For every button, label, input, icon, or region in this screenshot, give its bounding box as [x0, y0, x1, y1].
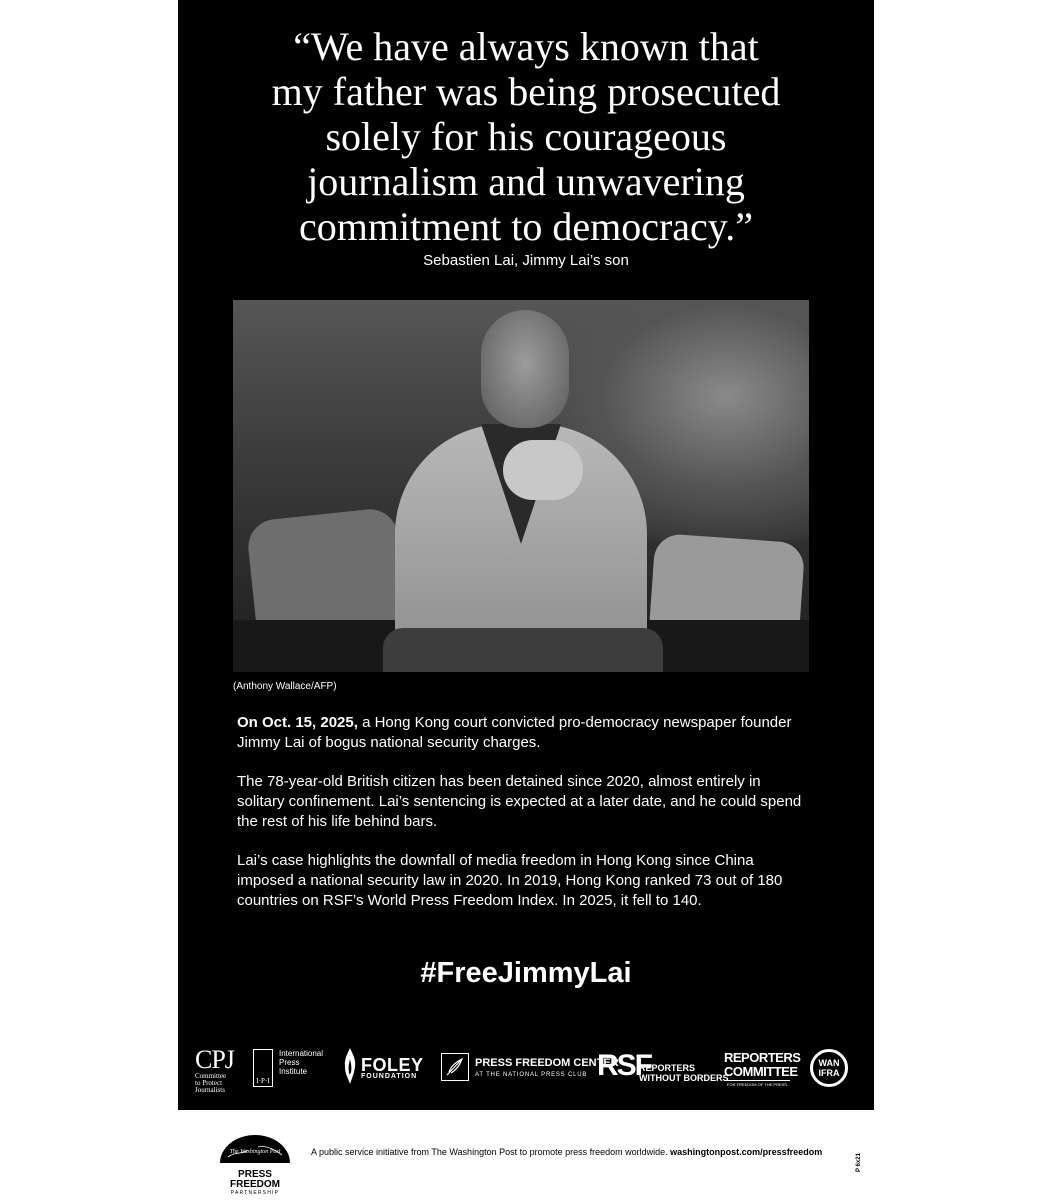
- ad-code: P 6x21: [856, 1153, 862, 1172]
- paragraph-3: Lai’s case highlights the downfall of media freedom in Hong Kong since China imposed a national security law in 2020. In 2019, Hong Kong ranked 73 out of 180 countries on RSF’s World Press Freedom Index. In 2025, it fell to 140.: [237, 852, 783, 909]
- rsf-mark: RSF: [597, 1049, 651, 1082]
- pfc-subname: AT THE NATIONAL PRESS CLUB: [475, 1072, 588, 1078]
- rsf-line: REPORTERS: [639, 1063, 696, 1073]
- reporters-committee-logo: [724, 1050, 801, 1087]
- rcfp-tagline: FOR FREEDOM OF THE PRESS: [724, 1080, 790, 1087]
- quote-attribution: Sebastien Lai, Jimmy Lai’s son: [423, 252, 629, 269]
- footer-description: A public service initiative from The Washington Post to promote press freedom worldwide.: [311, 1147, 671, 1157]
- rsf-text: [639, 1063, 729, 1083]
- wan-line: WAN: [818, 1058, 840, 1068]
- partner-logos: [195, 1045, 860, 1095]
- cpj-mark: CPJ: [195, 1045, 234, 1074]
- quote-line: commitment to democracy.”: [299, 204, 753, 249]
- wan-ifra-text: [810, 1058, 848, 1078]
- paragraph-1: [237, 713, 807, 753]
- pfc-name: PRESS FREEDOM CENTER: [475, 1057, 619, 1069]
- cpj-line: Committee: [195, 1072, 227, 1080]
- cpj-logo: [195, 1047, 235, 1094]
- ipi-text: [279, 1049, 339, 1076]
- partnership-title: PRESS FREEDOM: [230, 1169, 280, 1190]
- photo-credit: (Anthony Wallace/AFP): [233, 681, 337, 692]
- headline-quote: [178, 24, 874, 249]
- cpj-line: to Protect: [195, 1079, 223, 1087]
- ipi-mark: [253, 1049, 273, 1087]
- paragraph-rest: a Hong Kong court convicted pro-democracy newspaper founder Jimmy Lai of bogus national security charges.: [237, 714, 792, 751]
- body-copy: [237, 713, 807, 930]
- quote-line: solely for his courageous: [325, 114, 727, 159]
- paragraph-2: The 78-year-old British citizen has been detained since 2020, almost entirely in solitary confinement. Lai’s sentencing is expected at a later date, and he could spend the rest of his life behind bars.: [237, 773, 802, 830]
- hashtag: #FreeJimmyLai: [420, 957, 632, 989]
- quill-icon: [441, 1053, 469, 1081]
- footer-url[interactable]: washingtonpost.com/pressfreedom: [670, 1147, 823, 1157]
- ipi-line: International: [279, 1049, 324, 1058]
- foley-name: FOLEY: [361, 1055, 424, 1075]
- ipi-line: Institute: [279, 1067, 308, 1076]
- masthead: The Washington Post: [229, 1149, 281, 1155]
- foley-subname: FOUNDATION: [361, 1073, 418, 1080]
- rsf-line: WITHOUT BORDERS: [639, 1073, 729, 1083]
- partnership-subtitle: PARTNERSHIP: [230, 1190, 280, 1196]
- portrait-photo: [233, 300, 809, 672]
- cpj-line: Journalists: [195, 1086, 225, 1094]
- foley-flame-icon: [343, 1047, 357, 1085]
- rcfp-line: COMMITTEE: [724, 1064, 798, 1079]
- footer-text: [311, 1147, 822, 1157]
- ipi-line: Press: [279, 1058, 300, 1067]
- press-freedom-partnership-logo: [218, 1133, 292, 1196]
- quote-line: journalism and unwavering: [307, 159, 745, 204]
- rcfp-line: REPORTERS: [724, 1050, 801, 1065]
- quote-line: my father was being prosecuted: [271, 69, 781, 114]
- globe-icon: [218, 1133, 292, 1163]
- ipi-mark-text: I·P·I: [256, 1077, 270, 1085]
- wan-line: IFRA: [818, 1068, 840, 1078]
- paragraph-lead: On Oct. 15, 2025,: [237, 714, 358, 731]
- quote-line: “We have always known that: [293, 24, 759, 69]
